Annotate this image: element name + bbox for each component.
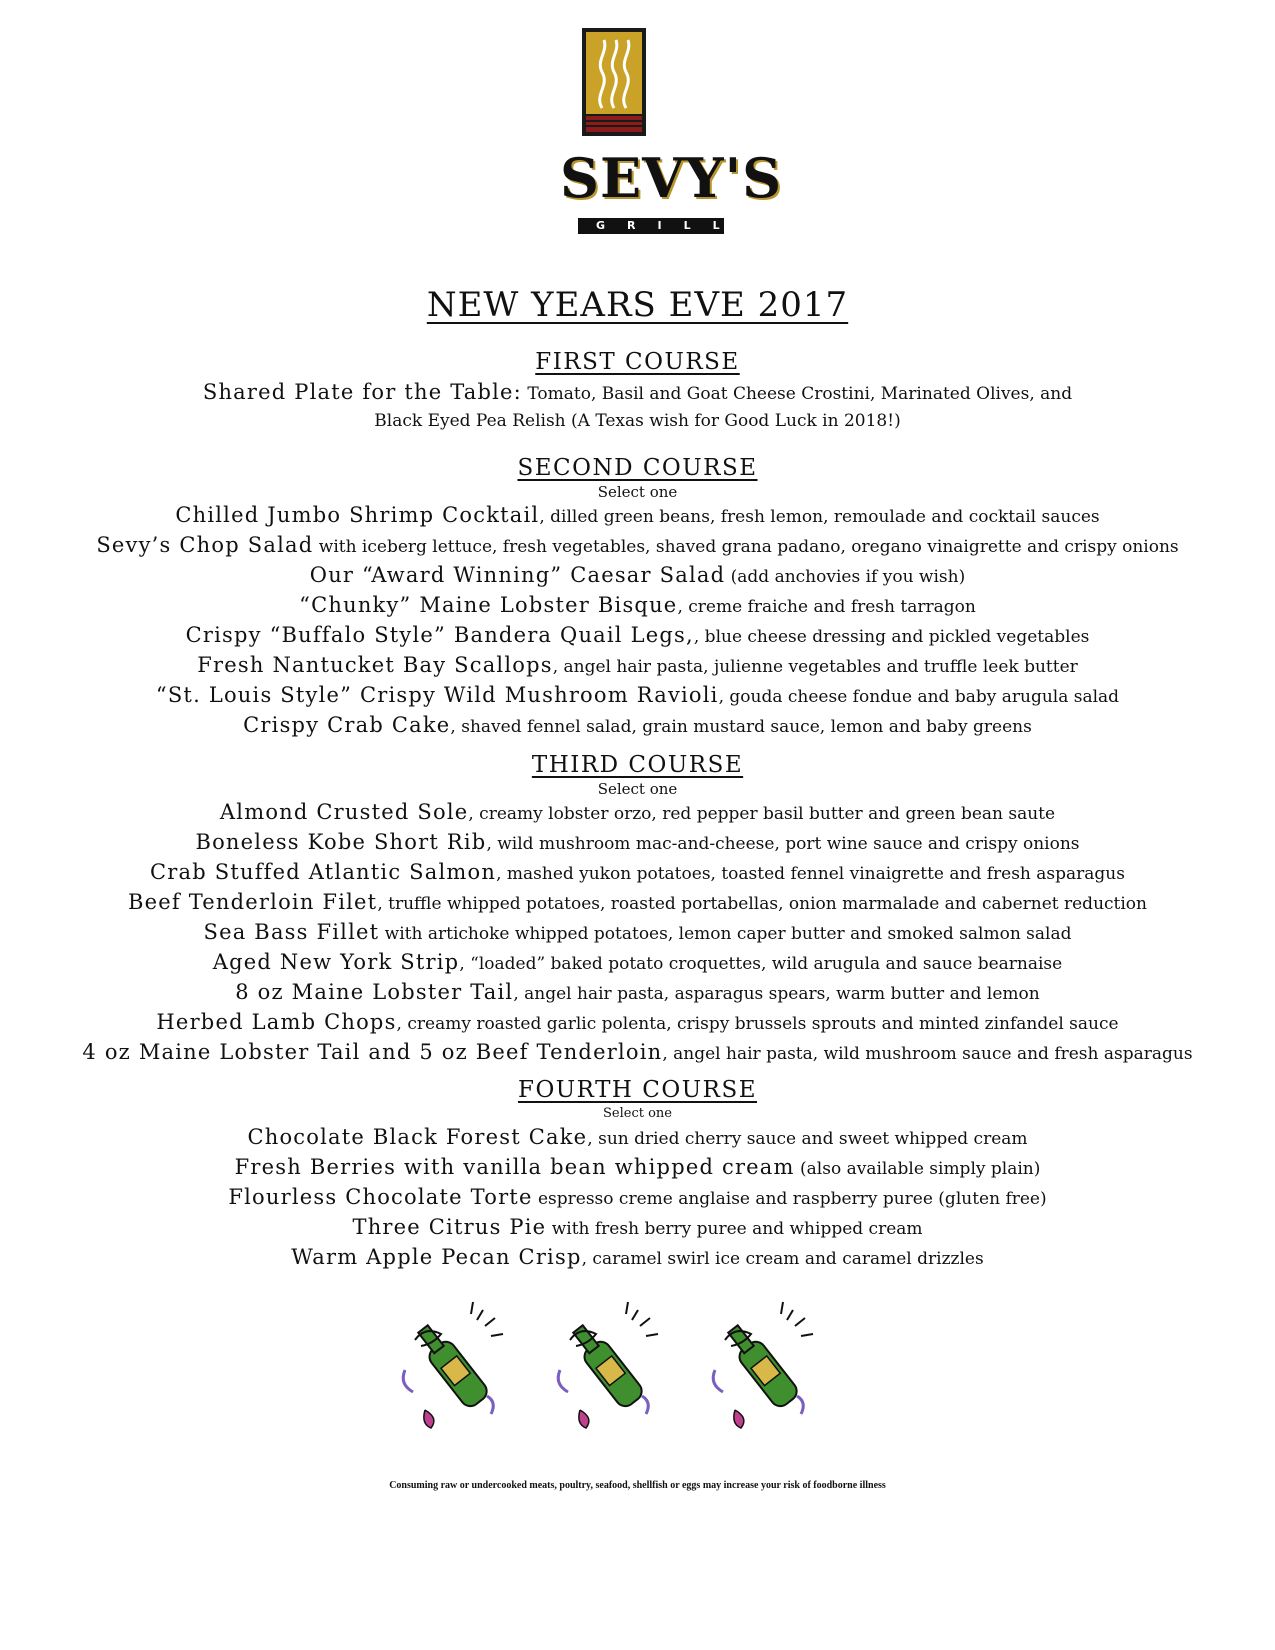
dish-name: “St. Louis Style” Crispy Wild Mushroom Ravioli xyxy=(155,683,719,707)
dish-name: Boneless Kobe Short Rib xyxy=(195,830,487,854)
dish-name: Sevy’s Chop Salad xyxy=(96,533,314,557)
dish-name: Herbed Lamb Chops xyxy=(156,1010,397,1034)
first-course-heading-text: FIRST COURSE xyxy=(535,349,740,375)
champagne-decoration xyxy=(0,1300,1275,1430)
fourth-course-section xyxy=(0,1075,1275,1273)
first-course-heading xyxy=(0,347,1275,377)
dish-description: with artichoke whipped potatoes, lemon caper butter and smoked salmon salad xyxy=(379,924,1072,944)
dish-description: , dilled green beans, fresh lemon, remoulade and cocktail sauces xyxy=(539,507,1100,527)
dish-description: , sun dried cherry sauce and sweet whipped cream xyxy=(587,1129,1028,1149)
menu-item xyxy=(0,828,1275,858)
second-course-heading-text: SECOND COURSE xyxy=(517,455,758,481)
menu-item xyxy=(0,888,1275,918)
dish-description: espresso creme anglaise and raspberry puree (gluten free) xyxy=(532,1189,1047,1209)
first-course-section xyxy=(0,347,1275,433)
dish-name: Beef Tenderloin Filet xyxy=(127,890,378,914)
dish-description: , blue cheese dressing and pickled vegetables xyxy=(693,627,1090,647)
menu-item xyxy=(0,1123,1275,1153)
dish-description: , wild mushroom mac-and-cheese, port wine sauce and crispy onions xyxy=(486,834,1080,854)
page-title xyxy=(0,285,1275,325)
dish-name: “Chunky” Maine Lobster Bisque xyxy=(299,593,678,617)
dish-name: Almond Crusted Sole xyxy=(219,800,469,824)
menu-item xyxy=(0,651,1275,681)
third-course-select: Select one xyxy=(597,780,678,798)
menu-item xyxy=(0,591,1275,621)
menu-item xyxy=(0,621,1275,651)
champagne-bottle-icon xyxy=(395,1300,515,1430)
second-course-select: Select one xyxy=(597,483,678,501)
menu-item xyxy=(0,948,1275,978)
sevys-logo xyxy=(560,28,783,238)
menu-item xyxy=(0,1038,1275,1068)
page-title-text: NEW YEARS EVE 2017 xyxy=(426,285,849,325)
dish-name: Flourless Chocolate Torte xyxy=(228,1185,533,1209)
dish-description: , creamy lobster orzo, red pepper basil butter and green bean saute xyxy=(468,804,1056,824)
menu-item xyxy=(0,1213,1275,1243)
dish-description: , angel hair pasta, asparagus spears, warm butter and lemon xyxy=(513,984,1040,1004)
dish-description: , angel hair pasta, wild mushroom sauce and fresh asparagus xyxy=(662,1044,1193,1064)
dish-name: 4 oz Maine Lobster Tail and 5 oz Beef Tenderloin xyxy=(82,1040,663,1064)
dish-name: Shared Plate for the Table: xyxy=(202,380,522,404)
dish-name: Crispy Crab Cake xyxy=(243,713,451,737)
dish-name: Crab Stuffed Atlantic Salmon xyxy=(150,860,497,884)
dish-name: Fresh Berries with vanilla bean whipped cream xyxy=(234,1155,795,1179)
first-course-item xyxy=(0,377,1275,409)
menu-item xyxy=(0,1008,1275,1038)
logo-subtitle: GRILL xyxy=(578,218,724,234)
champagne-bottle-icon xyxy=(550,1300,670,1430)
dish-name: Crispy “Buffalo Style” Bandera Quail Legs, xyxy=(185,623,694,647)
dish-description: , truffle whipped potatoes, roasted portabellas, onion marmalade and cabernet reduction xyxy=(377,894,1147,914)
logo-wordmark: SEVY'S xyxy=(560,146,783,210)
champagne-bottle-icon xyxy=(705,1300,825,1430)
dish-name: Chocolate Black Forest Cake xyxy=(247,1125,588,1149)
dish-description: (add anchovies if you wish) xyxy=(725,567,966,587)
dish-description: , mashed yukon potatoes, toasted fennel vinaigrette and fresh asparagus xyxy=(496,864,1125,884)
flame-logo-icon xyxy=(582,28,646,136)
dish-name: Our “Award Winning” Caesar Salad xyxy=(309,563,726,587)
dish-description: with iceberg lettuce, fresh vegetables, shaved grana padano, oregano vinaigrette and crispy onions xyxy=(313,537,1179,557)
menu-item xyxy=(0,798,1275,828)
dish-description: , gouda cheese fondue and baby arugula salad xyxy=(718,687,1120,707)
third-course-section xyxy=(0,750,1275,1068)
menu-item xyxy=(0,711,1275,741)
food-safety-disclaimer: Consuming raw or undercooked meats, poultry, seafood, shellfish or eggs may increase your risk of foodborne illness xyxy=(389,1480,886,1491)
menu-item xyxy=(0,1183,1275,1213)
menu-item xyxy=(0,531,1275,561)
dish-name: Fresh Nantucket Bay Scallops xyxy=(197,653,553,677)
dish-description: with fresh berry puree and whipped cream xyxy=(546,1219,923,1239)
fourth-course-heading xyxy=(0,1075,1275,1105)
dish-description: , “loaded” baked potato croquettes, wild arugula and sauce bearnaise xyxy=(459,954,1063,974)
dish-description: , creme fraiche and fresh tarragon xyxy=(677,597,976,617)
menu-item xyxy=(0,918,1275,948)
menu-item xyxy=(0,501,1275,531)
fourth-course-heading-text: FOURTH COURSE xyxy=(517,1077,758,1103)
dish-name: Three Citrus Pie xyxy=(352,1215,547,1239)
menu-item xyxy=(0,858,1275,888)
third-course-heading xyxy=(0,750,1275,780)
dish-name: Chilled Jumbo Shrimp Cocktail xyxy=(175,503,540,527)
second-course-heading xyxy=(0,453,1275,483)
menu-item xyxy=(0,978,1275,1008)
first-course-item-cont: Black Eyed Pea Relish (A Texas wish for Good Luck in 2018!) xyxy=(374,411,901,431)
dish-description: Tomato, Basil and Goat Cheese Crostini, Marinated Olives, and xyxy=(521,384,1073,404)
fourth-course-select: Select one xyxy=(603,1106,672,1121)
second-course-section xyxy=(0,453,1275,741)
dish-name: Aged New York Strip xyxy=(212,950,460,974)
third-course-heading-text: THIRD COURSE xyxy=(531,752,744,778)
menu-item xyxy=(0,681,1275,711)
dish-description: , caramel swirl ice cream and caramel drizzles xyxy=(581,1249,984,1269)
dish-name: Sea Bass Fillet xyxy=(203,920,380,944)
dish-name: 8 oz Maine Lobster Tail xyxy=(235,980,514,1004)
dish-description: (also available simply plain) xyxy=(794,1159,1041,1179)
dish-description: , creamy roasted garlic polenta, crispy brussels sprouts and minted zinfandel sauce xyxy=(396,1014,1119,1034)
dish-description: , angel hair pasta, julienne vegetables and truffle leek butter xyxy=(552,657,1078,677)
menu-item xyxy=(0,1153,1275,1183)
menu-item xyxy=(0,561,1275,591)
menu-item xyxy=(0,1243,1275,1273)
dish-name: Warm Apple Pecan Crisp xyxy=(291,1245,582,1269)
dish-description: , shaved fennel salad, grain mustard sauce, lemon and baby greens xyxy=(450,717,1032,737)
